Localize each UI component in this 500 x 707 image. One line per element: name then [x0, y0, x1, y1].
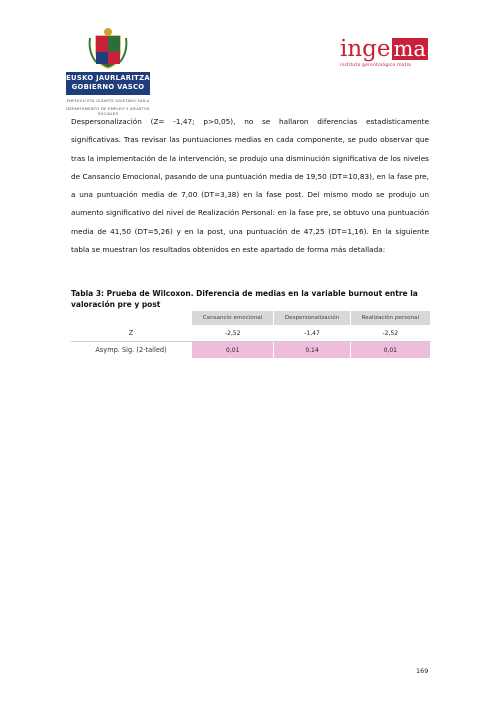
ingema-tagline: instituto gerontológico matia: [340, 63, 412, 68]
table-header-row: [71, 311, 431, 325]
dept-es: DEPARTAMENTO DE EMPLEO Y ASUNTOS SOCIALES: [66, 106, 150, 116]
dept-eu: ENPLEGU ETA GIZARTE GAIETAKO SAILA: [66, 98, 150, 103]
ingema-logo-ma: ma: [393, 37, 426, 61]
header-despersonalizacion: Despersonalización: [274, 311, 350, 325]
wilcoxon-table: [71, 311, 431, 358]
body-paragraph: Despersonalización (Z= -1,47; p>0,05), no se hallaron diferencias estadísticamente significativas. Tras revisar las puntuaciones medias en cada componente, se pudo observar que tras la implementación de la intervención, se produjo una disminución significativa de los niveles de Cansancio Emocional, pasando de una puntuación media de 19,50 (DT=10,83), en la fase pre, a una puntuación media de 7,00 (DT=3,38) en la fase post. Del mismo modo se produjo un aumento significativo del nivel de Realización Personal: en la fase pre, se obtuvo una puntuación media de 41,50 (DT=5,26) y en la post, una puntuación de 47,25 (DT=1,16). En la siguiente tabla se muestran los resultados obtenidos en este apartado de forma más detallada:: [71, 117, 429, 255]
table-cell: -2,52: [350, 325, 430, 342]
table-cell: 0,01: [192, 342, 274, 359]
row-label: Z: [71, 325, 192, 342]
table-title: Tabla 3: Prueba de Wilcoxon. Diferencia de medias en la variable burnout entre la valoración pre y post: [71, 289, 418, 309]
header-realizacion: Realización personal: [350, 311, 430, 325]
gov-name-eu: EUSKO JAURLARITZA: [66, 74, 150, 82]
ingema-logo: [340, 34, 440, 68]
table-row: [71, 342, 431, 359]
header-cell-blank: [71, 311, 192, 325]
ingema-logo-ing: inge: [340, 36, 391, 62]
row-label: Asymp. Sig. (2-tailed): [71, 342, 192, 359]
basque-government-logo: [66, 26, 150, 116]
table-cell: -2,52: [192, 325, 274, 342]
table-row: [71, 325, 431, 342]
gov-name-box: [66, 72, 150, 95]
page-number: 169: [416, 667, 429, 675]
table-cell: 0,01: [350, 342, 430, 359]
gov-name-es: GOBIERNO VASCO: [71, 83, 145, 91]
table-cell: 0,14: [274, 342, 350, 359]
coat-of-arms-icon: [86, 26, 130, 70]
header-cansancio: Cansancio emocional: [192, 311, 274, 325]
table-cell: -1,47: [274, 325, 350, 342]
